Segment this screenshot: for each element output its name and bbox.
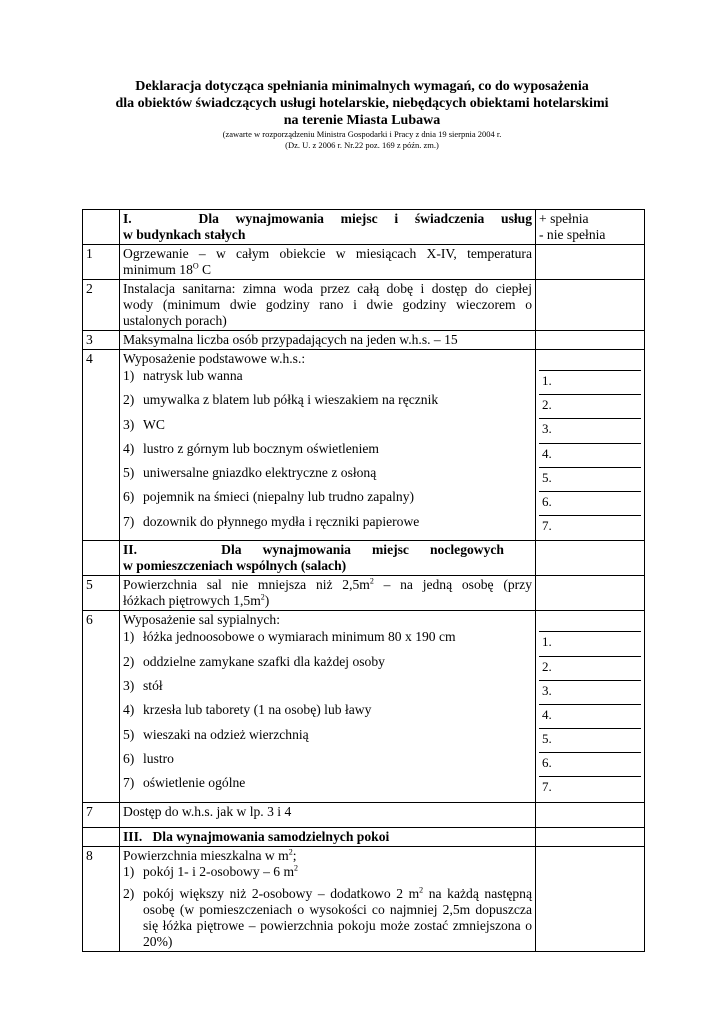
row-2-text: Instalacja sanitarna: zimna woda przez całą dobę i dostęp do ciepłej wody (minimum dwie godziny rano i dwie godziny wieczorem o ustalonych porach) xyxy=(120,280,536,331)
row-4-items xyxy=(123,368,532,538)
row-4-result-boxes xyxy=(536,350,645,541)
row-3-text: Maksymalna liczba osób przypadających na jeden w.h.s. – 15 xyxy=(120,331,536,350)
list-item: 6) pojemnik na śmieci (niepalny lub trudno zapalny) xyxy=(123,489,415,505)
result-box-1[interactable]: 1. xyxy=(539,370,641,394)
section-1-header-row xyxy=(83,210,645,245)
section-2-header-row xyxy=(83,541,645,576)
row-1 xyxy=(83,245,645,280)
list-item: 2) oddzielne zamykane szafki dla każdej osoby xyxy=(123,653,385,669)
row-2-result[interactable] xyxy=(536,280,645,331)
title-line-3: na terenie Miasta Lubawa xyxy=(283,113,441,128)
row-6-text: Wyposażenie sal sypialnych: 1) łóżka jednoosobowe o wymiarach minimum 80 x 190 cm 2) oddzielne zamykane szafki dla każdej osoby 3) stół 4) krzesła lub taborety (1 na osobę) lub ławy 5) wieszaki na odzież wierzchnią 6) lustro 7) oświetlenie ogólne xyxy=(120,611,536,802)
row-7 xyxy=(83,802,645,827)
list-item: 4) krzesła lub taborety (1 na osobę) lub ławy xyxy=(123,702,372,718)
row-8 xyxy=(83,846,645,951)
result-box-2[interactable]: 2. xyxy=(539,656,641,680)
result-box-5[interactable]: 5. xyxy=(539,467,641,491)
row-number: 8 xyxy=(83,846,120,951)
row-number: 4 xyxy=(83,350,120,541)
section-2-title: II. Dla wynajmowania miejsc noclegowych w pomieszczeniach wspólnych (salach) xyxy=(120,541,536,576)
list-item: 1) łóżka jednoosobowe o wymiarach minimum 80 x 190 cm xyxy=(123,629,456,645)
result-box-7[interactable]: 7. xyxy=(539,515,641,539)
list-item: 1) natrysk lub wanna xyxy=(123,368,243,383)
row-number: 6 xyxy=(83,611,120,802)
row-6-items xyxy=(123,629,532,799)
row-3 xyxy=(83,331,645,350)
row-1-result[interactable] xyxy=(536,245,645,280)
result-box-3[interactable]: 3. xyxy=(539,680,641,704)
result-box-3[interactable]: 3. xyxy=(539,418,641,442)
legend-plus: + spełnia xyxy=(539,211,589,226)
row-5-result[interactable] xyxy=(536,576,645,611)
section-1-title: I. Dla wynajmowania miejsc i świadczenia usług w budynkach stałych xyxy=(120,210,536,245)
result-box-5[interactable]: 5. xyxy=(539,728,641,752)
list-item: 6) lustro xyxy=(123,750,174,766)
list-item: 1) pokój 1- i 2-osobowy – 6 $m^2$ xyxy=(123,863,299,879)
row-8-result[interactable] xyxy=(536,846,645,951)
legend-minus: - nie spełnia xyxy=(539,227,606,242)
section-3-title: III. Dla wynajmowania samodzielnych pokoi xyxy=(120,827,536,846)
list-item: 7) dozownik do płynnego mydła i ręczniki papierowe xyxy=(123,513,420,529)
row-number: 7 xyxy=(83,802,120,827)
row-number: 3 xyxy=(83,331,120,350)
list-item: 5) uniwersalne gniazdko elektryczne z osłoną xyxy=(123,465,377,481)
row-number: 2 xyxy=(83,280,120,331)
row-number: 1 xyxy=(83,245,120,280)
result-box-6[interactable]: 6. xyxy=(539,752,641,776)
regulation-reference: (zawarte w rozporządzeniu Ministra Gospodarki i Pracy z dnia 19 sierpnia 2004 r. xyxy=(222,129,502,139)
row-5 xyxy=(83,576,645,611)
result-box-1[interactable]: 1. xyxy=(539,631,641,655)
row-6 xyxy=(83,611,645,802)
row-3-result[interactable] xyxy=(536,331,645,350)
row-7-result[interactable] xyxy=(536,802,645,827)
list-item: 3) WC xyxy=(123,416,165,432)
row-1-text: Ogrzewanie – w całym obiekcie w miesiącach X-IV, temperatura minimum $18^O$ C xyxy=(120,245,536,280)
result-box-4[interactable]: 4. xyxy=(539,443,641,467)
list-item: 3) stół xyxy=(123,677,163,693)
row-number: 5 xyxy=(83,576,120,611)
journal-reference: (Dz. U. z 2006 r. Nr.22 poz. 169 z późn. zm.) xyxy=(285,140,439,150)
row-4 xyxy=(83,350,645,541)
row-6-result-boxes xyxy=(536,611,645,802)
declaration-table xyxy=(82,209,645,952)
result-box-2[interactable]: 2. xyxy=(539,394,641,418)
result-box-6[interactable]: 6. xyxy=(539,491,641,515)
row-7-text: Dostęp do w.h.s. jak w lp. 3 i 4 xyxy=(120,802,536,827)
row-5-text: Powierzchnia sal nie mniejsza niż $2,5m^2$ – na jedną osobę (przy łóżkach piętrowych $1,5m^2$) xyxy=(120,576,536,611)
document-header xyxy=(0,78,724,151)
section-3-header-row xyxy=(83,827,645,846)
result-box-7[interactable]: 7. xyxy=(539,776,641,800)
legend-cell xyxy=(536,210,645,245)
row-8-text: Powierzchnia mieszkalna w $m^2$; 1) pokój 1- i 2-osobowy – 6 $m^2$ 2) pokój większy niż 2-osobowy – dodatkowo 2 $m^2$ na każdą następną osobę (w pomieszczeniach o wysokości co najmniej 2,5m dopuszcza się łóżka piętrowe – powierzchnia pokoju może zostać zmniejszona o 20%) xyxy=(120,846,536,951)
row-4-text: Wyposażenie podstawowe w.h.s.: 1) natrysk lub wanna 2) umywalka z blatem lub półką i wieszakiem na ręcznik 3) WC 4) lustro z górnym lub bocznym oświetleniem 5) uniwersalne gniazdko elektryczne z osłoną 6) pojemnik na śmieci (niepalny lub trudno zapalny) 7) dozownik do płynnego mydła i ręczniki papierowe xyxy=(120,350,536,541)
list-item: 4) lustro z górnym lub bocznym oświetleniem xyxy=(123,440,379,456)
list-item: 7) oświetlenie ogólne xyxy=(123,775,246,791)
title-line-1: Deklaracja dotycząca spełniania minimalnych wymagań, co do wyposażenia xyxy=(135,79,589,94)
result-box-4[interactable]: 4. xyxy=(539,704,641,728)
list-item: 2) umywalka z blatem lub półką i wieszakiem na ręcznik xyxy=(123,392,439,408)
list-item: 2) pokój większy niż 2-osobowy – dodatkowo 2 $m^2$ na każdą następną osobę (w pomieszczeniach o wysokości co najmniej 2,5m dopuszcza się łóżka piętrowe – powierzchnia pokoju może zostać zmniejszona o 20%) xyxy=(123,885,532,949)
title-line-2: dla obiektów świadczących usługi hotelarskie, niebędących obiektami hotelarskimi xyxy=(115,96,609,111)
row-2 xyxy=(83,280,645,331)
list-item: 5) wieszaki na odzież wierzchnią xyxy=(123,726,309,742)
